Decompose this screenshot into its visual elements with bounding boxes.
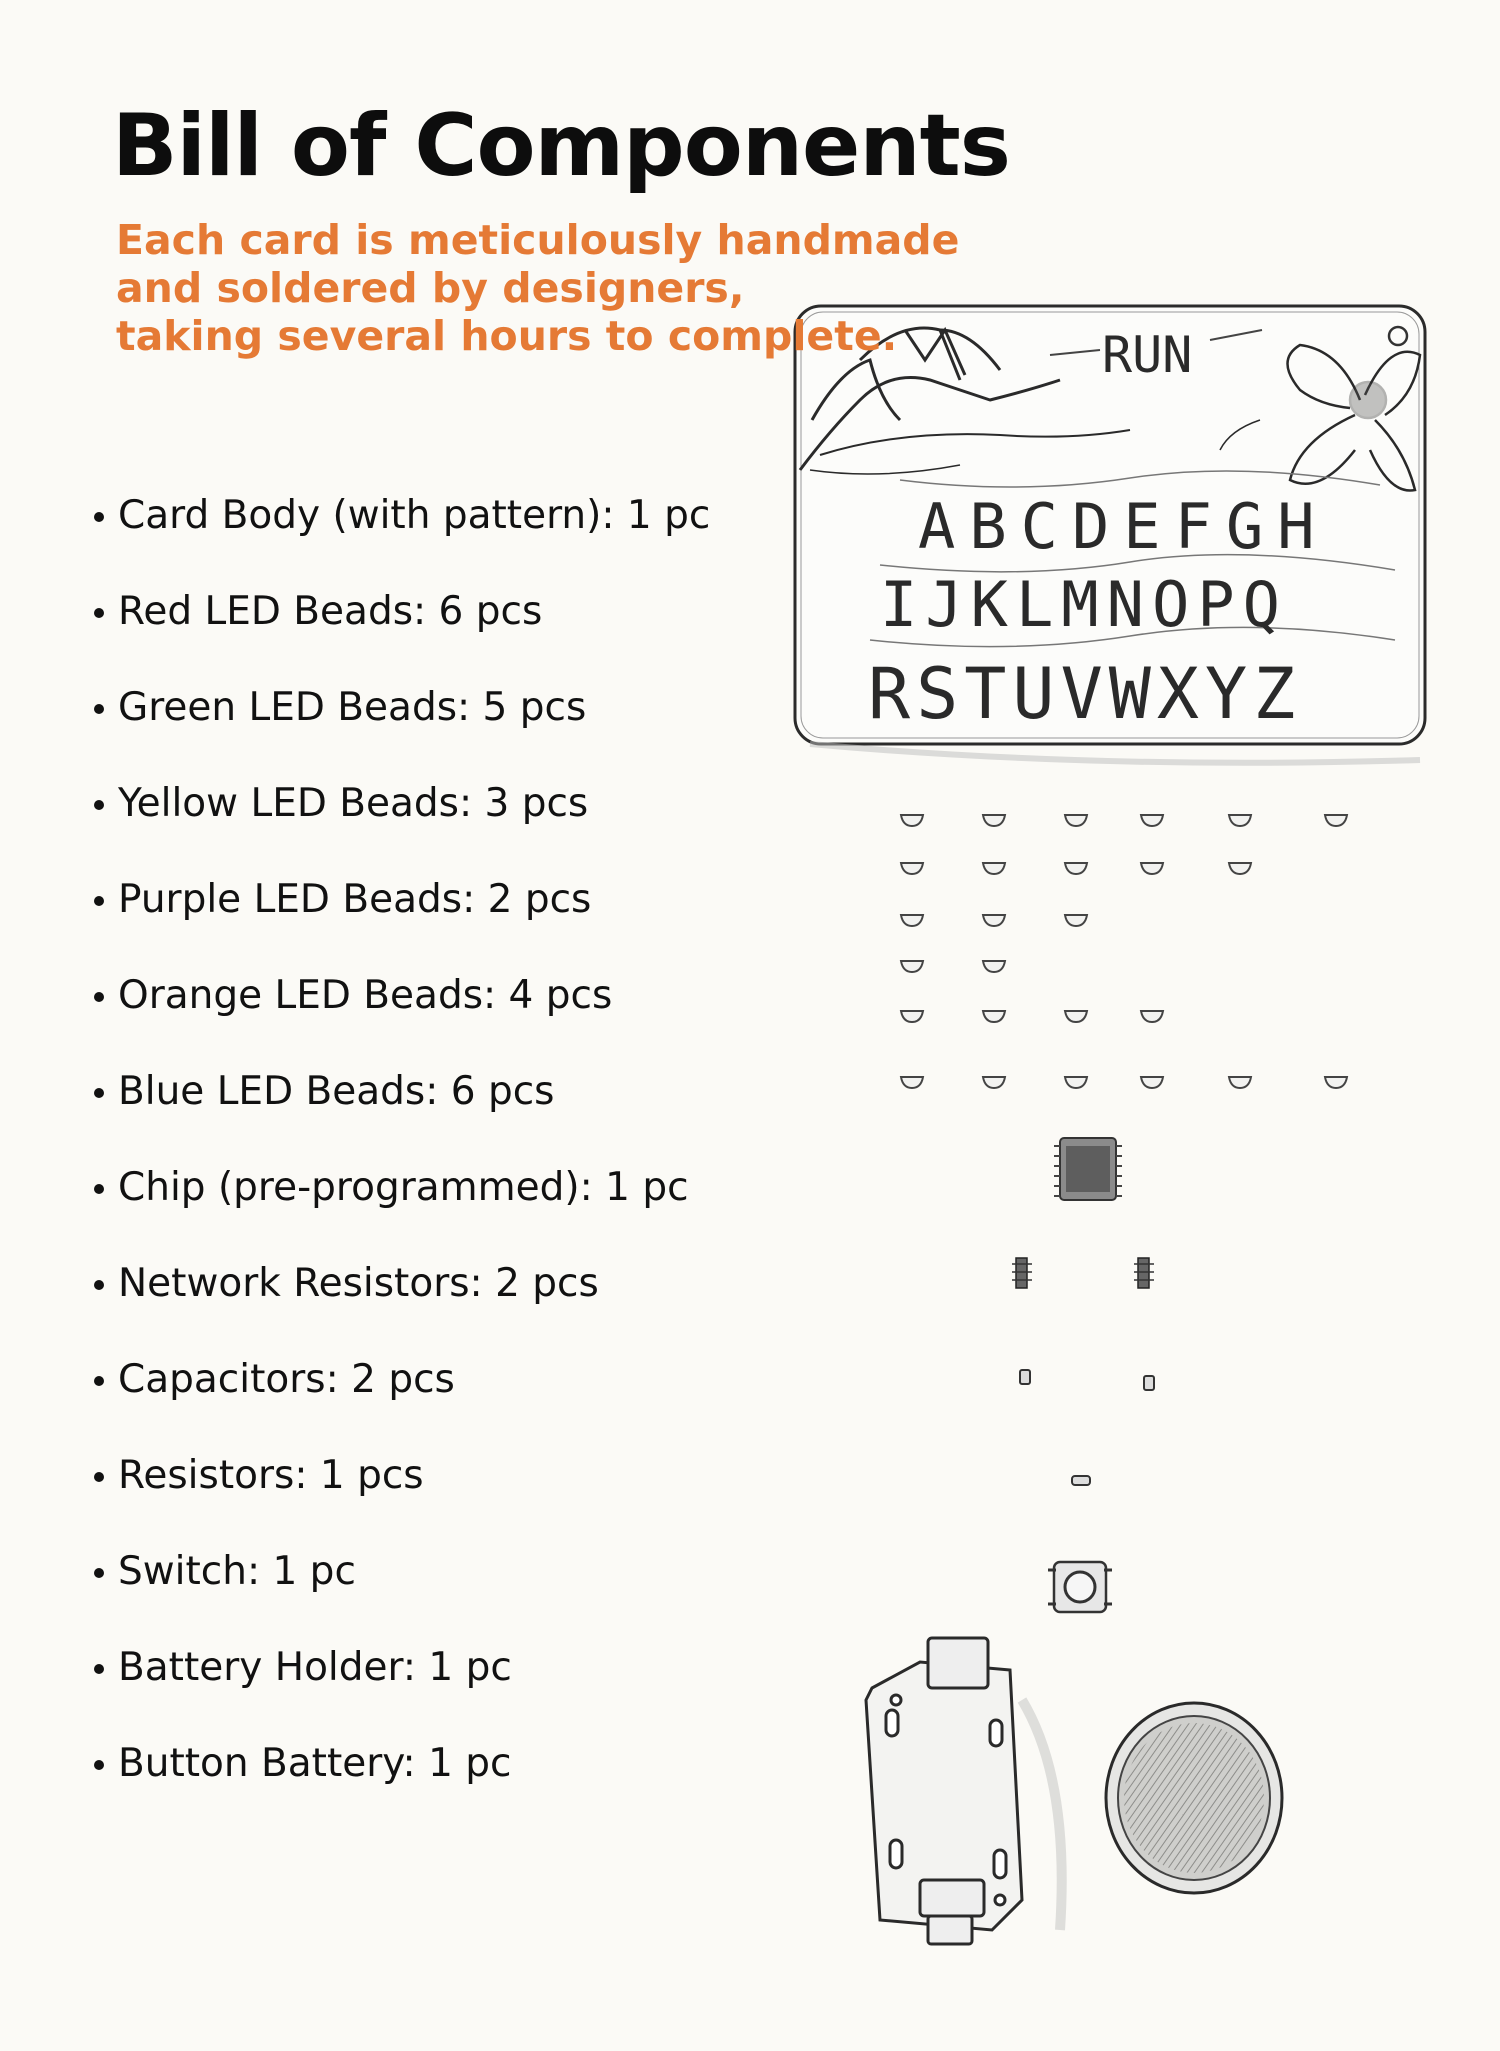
led-bead-icon <box>1065 1077 1087 1088</box>
led-bead-icon <box>983 1077 1005 1088</box>
subtitle-line: and soldered by designers, <box>116 264 745 312</box>
component-text: Green LED Beads: 5 pcs <box>118 685 587 730</box>
card-letters-row: IJKLMNOPQ <box>880 568 1288 641</box>
page-title: Bill of Components <box>112 96 1010 196</box>
resistor-sketch <box>1072 1476 1090 1485</box>
subtitle-line: Each card is meticulously handmade <box>116 216 960 264</box>
led-bead-icon <box>1065 863 1087 874</box>
component-text: Card Body (with pattern): 1 pc <box>118 493 711 538</box>
component-text: Chip (pre-programmed): 1 pc <box>118 1165 689 1210</box>
led-bead-icon <box>983 961 1005 972</box>
led-bead-icon <box>901 961 923 972</box>
component-text: Yellow LED Beads: 3 pcs <box>118 781 589 826</box>
component-text: Battery Holder: 1 pc <box>118 1645 512 1690</box>
switch-sketch <box>1048 1562 1112 1612</box>
led-bead-icon <box>1141 1011 1163 1022</box>
led-bead-icon <box>983 815 1005 826</box>
led-bead-icon <box>1141 1077 1163 1088</box>
card-letters-row: RSTUVWXYZ <box>868 653 1302 735</box>
card-letters-row: ABCDEFGH <box>918 490 1329 563</box>
led-bead-icon <box>983 915 1005 926</box>
component-text: Network Resistors: 2 pcs <box>118 1261 599 1306</box>
led-bead-icon <box>901 1077 923 1088</box>
component-text: Red LED Beads: 6 pcs <box>118 589 543 634</box>
component-text: Resistors: 1 pcs <box>118 1453 424 1498</box>
led-bead-icon <box>901 1011 923 1022</box>
battery-holder-sketch <box>866 1638 1062 1944</box>
led-bead-icon <box>983 1011 1005 1022</box>
led-bead-icon <box>1065 915 1087 926</box>
led-bead-icon <box>1325 815 1347 826</box>
component-text: Orange LED Beads: 4 pcs <box>118 973 613 1018</box>
capacitor-sketch <box>1020 1370 1154 1390</box>
component-text: Blue LED Beads: 6 pcs <box>118 1069 555 1114</box>
led-beads-sketch <box>901 815 1347 1088</box>
led-bead-icon <box>901 915 923 926</box>
led-bead-icon <box>1229 815 1251 826</box>
led-bead-icon <box>1141 815 1163 826</box>
component-text: Switch: 1 pc <box>118 1549 356 1594</box>
led-bead-icon <box>901 863 923 874</box>
led-bead-icon <box>1065 815 1087 826</box>
card-word-text: RUN <box>1102 326 1193 384</box>
led-bead-icon <box>1141 863 1163 874</box>
button-battery-sketch <box>1106 1703 1282 1893</box>
network-resistor-sketch <box>1012 1258 1154 1288</box>
chip-sketch <box>1054 1138 1122 1200</box>
led-bead-icon <box>1065 1011 1087 1022</box>
led-bead-icon <box>1325 1077 1347 1088</box>
component-text: Button Battery: 1 pc <box>118 1741 512 1786</box>
led-bead-icon <box>1229 863 1251 874</box>
card-body-sketch <box>795 306 1425 763</box>
component-text: Capacitors: 2 pcs <box>118 1357 455 1402</box>
subtitle <box>116 216 959 360</box>
led-bead-icon <box>983 863 1005 874</box>
component-text: Purple LED Beads: 2 pcs <box>118 877 592 922</box>
led-bead-icon <box>1229 1077 1251 1088</box>
subtitle-line: taking several hours to complete. <box>116 312 898 360</box>
led-bead-icon <box>901 815 923 826</box>
